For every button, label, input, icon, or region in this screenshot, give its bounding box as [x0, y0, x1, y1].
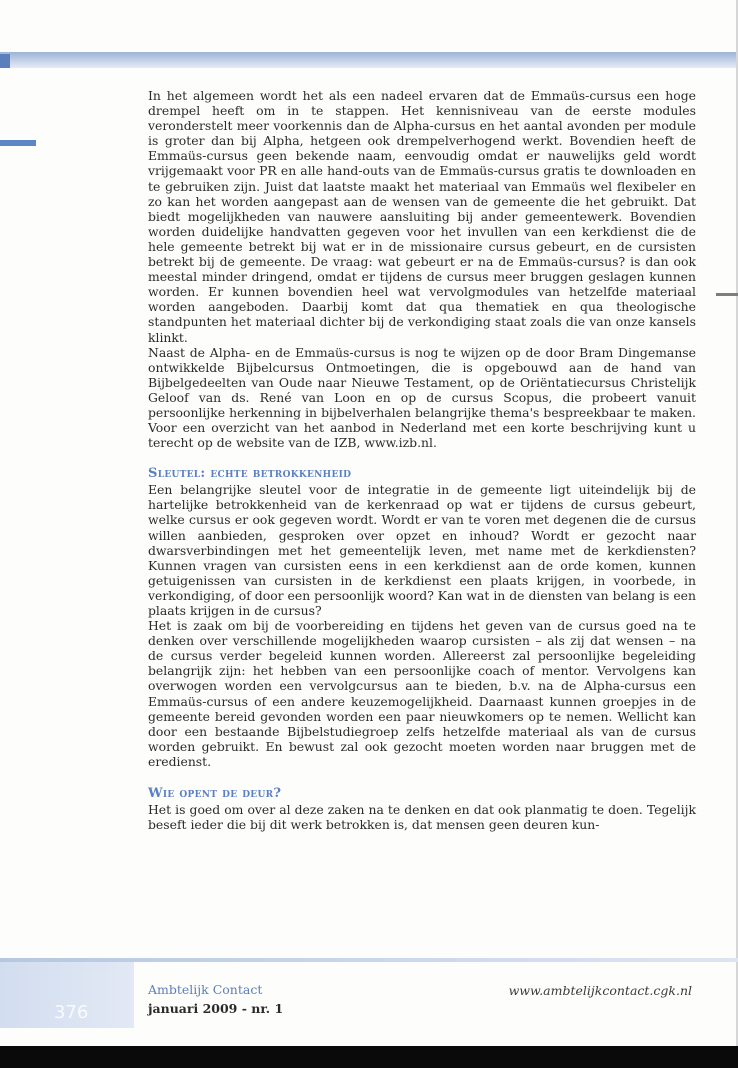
section-heading-sleutel: Sleutel: echte betrokkenheid [148, 466, 352, 482]
website-url: www.ambtelijkcontact.cgk.nl [508, 983, 692, 998]
issue-label: januari 2009 - nr. 1 [148, 1001, 284, 1016]
section-2-paragraph-1: Het is goed om over al deze zaken na te denken en dat ook planmatig te doen. Tegelijk beseft ieder die bij dit werk betrokken is, dat mensen geen deuren kun- [148, 802, 696, 833]
intro-paragraph-2: Naast de Alpha- en de Emmaüs-cursus is nog te wijzen op de door Bram Dingemanse ontwikkelde Bijbelcursus Ontmoetingen, die is opgebouwd aan de hand van Bijbelgedeelten van Oude naar Nieuwe Testament, op de Oriëntatiecursus Christelijk Geloof van ds. René van Loon en op de cursus Scopus, die probeert vanuit persoonlijke herkenning in bijbelverhalen belangrijke thema's bespreekbaar te maken. Voor een overzicht van het aanbod in Nederland met een korte beschrijving kunt u terecht op de website van de IZB, www.izb.nl. [148, 344, 696, 451]
article-body [148, 88, 696, 832]
page-number: 376 [54, 1002, 89, 1023]
edge-marker [716, 293, 738, 296]
scan-border [0, 1046, 738, 1068]
section-1-paragraph-1: Een belangrijke sleutel voor de integratie in de gemeente ligt uiteindelijk bij de hartelijke betrokkenheid van de kerkenraad op wat er tijdens de cursus gebeurt, welke cursus er ook gegeven wordt. Wordt er van te voren met degenen die de cursus willen aanbieden, gesproken over opzet en inhoud? Wordt er gezocht naar dwarsverbindingen met het gemeentelijk leven, met name met de kerkdiensten? Kunnen vragen van cursisten eens in een kerkdienst aan de orde komen, kunnen getuigenissen van cursisten in de kerkdienst een plaats krijgen, in voorbede, in verkondiging, of door een persoonlijk woord? Kan wat in de diensten van belang is een plaats krijgen in de cursus? [148, 482, 696, 618]
section-1-paragraph-2: Het is zaak om bij de voorbereiding en tijdens het geven van de cursus goed na te denken over verschillende mogelijkheden waarop cursisten – als zij dat wensen – na de cursus verder begeleid kunnen worden. Allereerst zal persoonlijke begeleiding belangrijk zijn: het hebben van een persoonlijke coach of mentor. Vervolgens kan overwogen worden een vervolgcursus aan te bieden, b.v. na de Alpha-cursus een Emmaüs-cursus of een andere keuzemogelijkheid. Daarnaast kunnen groepjes in de gemeente bereid gevonden worden een paar nieuwkomers op te nemen. Wellicht kan door een bestaande Bijbelstudiegroep zelfs hetzelfde materiaal als van de cursus worden gebruikt. En bewust zal ook gezocht moeten worden naar bruggen met de eredienst. [148, 618, 696, 769]
magazine-title: Ambtelijk Contact [148, 982, 263, 997]
header-band-marker [0, 54, 10, 68]
intro-paragraph-1: In het algemeen wordt het als een nadeel ervaren dat de Emmaüs-cursus een hoge drempel heeft om in te stappen. Het kennisniveau van de eerste modules veronderstelt meer voorkennis dan de Alpha-cursus en het aantal avonden per module is groter dan bij Alpha, hetgeen ook drempelverhogend werkt. Bovendien heeft de Emmaüs-cursus geen bekende naam, eenvoudig omdat er nauwelijks geld wordt vrijgemaakt voor PR en alle hand-outs van de Emmaüs-cursus gratis te downloaden en te gebruiken zijn. Juist dat laatste maakt het materiaal van Emmaüs wel flexibeler en zo kan het worden aangepast aan de wensen van de gemeente die het gebruikt. Dat biedt mogelijkheden van nauwere aansluiting bij ander gemeentewerk. Bovendien worden duidelijke handvatten gegeven voor het invullen van een kerkdienst die de hele gemeente betrekt bij wat er in de missionaire cursus gebeurt, en de cursisten betrekt bij de gemeente. De vraag: wat gebeurt er na de Emmaüs-cursus? is dan ook meestal minder dringend, omdat er tijdens de cursus meer bruggen geslagen kunnen worden. Er kunnen bovendien heel wat vervolgmodules van hetzelfde materiaal worden aangeboden. Daarbij komt dat qua thematiek en qua theologische standpunten het materiaal dichter bij de verkondiging staat zoals die van onze kansels klinkt. [148, 88, 696, 345]
margin-marker [0, 140, 36, 146]
header-band [0, 52, 738, 68]
section-heading-wie-opent: Wie opent de deur? [148, 786, 282, 802]
